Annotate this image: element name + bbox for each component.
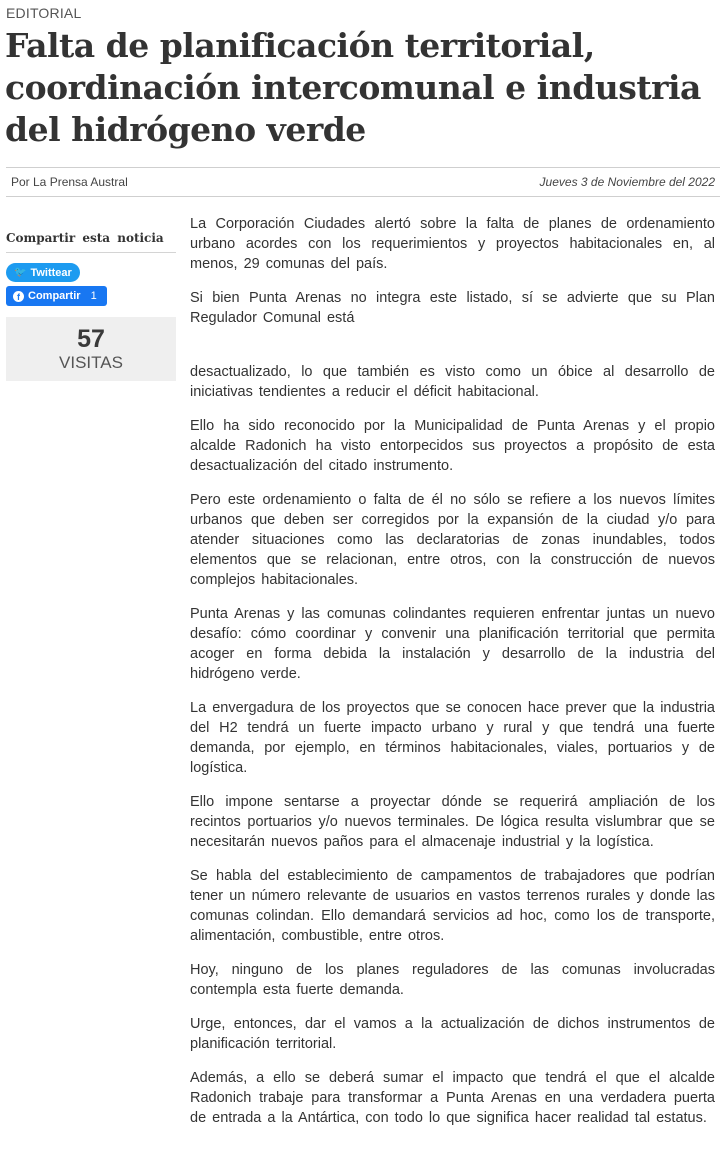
article-headline: Falta de planificación territorial, coordinación intercomunal e industria del hidrógeno verde [5,26,701,149]
visits-label: VISITAS [59,353,123,372]
article-paragraph: La envergadura de los proyectos que se conocen hace prever que la industria del H2 tendrá un fuerte impacto urbano y rural y que tendrá una fuerte demanda, por ejemplo, en términos habitacionales, viales, portuarios y de logística. [190,700,715,776]
article-paragraph: Pero este ordenamiento o falta de él no sólo se refiere a los nuevos límites urbanos que deben ser corregidos por la expansión de la ciudad y/o para atender situaciones como las declaratorias de zonas inundables, todos elementos que se relacionan, entre otros, con la construcción de nuevos complejos habitacionales. [190,492,715,588]
author-byline: Por La Prensa Austral [11,175,128,189]
visits-count: 57 [77,325,105,353]
article-body [190,214,715,1142]
article-paragraph: Ello impone sentarse a proyectar dónde se requerirá ampliación de los recintos portuarios y/o nuevos terminales. De lógica resulta vislumbrar que se necesitarán nuevos paños para el almacenaje industrial y la logística. [190,794,715,850]
article-paragraph: Punta Arenas y las comunas colindantes requieren enfrentar juntas un nuevo desafío: cómo coordinar y convenir una planificación territorial que permita acoger en forma debida la instalación y desarrollo de la industria del hidrógeno verde. [190,606,715,682]
article-paragraph: Urge, entonces, dar el vamos a la actualización de dichos instrumentos de planificación territorial. [190,1016,715,1052]
section-label: EDITORIAL [6,5,82,21]
share-sidebar [6,224,176,381]
share-title: Compartir esta noticia [6,231,176,253]
twitter-share-label: Twittear [30,266,72,279]
article-paragraph: Si bien Punta Arenas no integra este listado, sí se advierte que su Plan Regulador Comunal está [190,290,715,326]
publish-date: Jueves 3 de Noviembre del 2022 [539,175,715,189]
article-paragraph: Hoy, ninguno de los planes reguladores de las comunas involucradas contempla esta fuerte demanda. [190,962,715,998]
facebook-icon: f [13,291,24,302]
article-meta [6,167,720,197]
facebook-share-count: 1 [90,290,97,302]
article-paragraph: Además, a ello se deberá sumar el impacto que tendrá el que el alcalde Radonich trabaje para transformar a Punta Arenas en una verdadera puerta de entrada a la Antártica, con todo lo que significa hacer realidad tal estatus. [190,1070,715,1126]
twitter-bird-icon: 🐦 [14,267,27,278]
article-paragraph: desactualizado, lo que también es visto como un óbice al desarrollo de iniciativas tendientes a reducir el déficit habitacional. [190,364,715,400]
visits-counter [6,317,176,381]
facebook-share-label: Compartir [28,290,81,302]
article-paragraph: Se habla del establecimiento de campamentos de trabajadores que podrían tener un número relevante de usuarios en vastos terrenos rurales y donde las comunas colindan. Ello demandará servicios ad hoc, como los de transporte, alimentación, combustible, entre otros. [190,868,715,944]
article-paragraph: Ello ha sido reconocido por la Municipalidad de Punta Arenas y el propio alcalde Radonich ha visto entorpecidos sus proyectos a propósito de esta desactualización del citado instrumento. [190,418,715,474]
article-paragraph: La Corporación Ciudades alertó sobre la falta de planes de ordenamiento urbano acordes con los requerimientos y proyectos habitacionales en, al menos, 29 comunas del país. [190,216,715,272]
facebook-share-button[interactable] [6,286,107,306]
twitter-share-button[interactable] [6,263,80,282]
